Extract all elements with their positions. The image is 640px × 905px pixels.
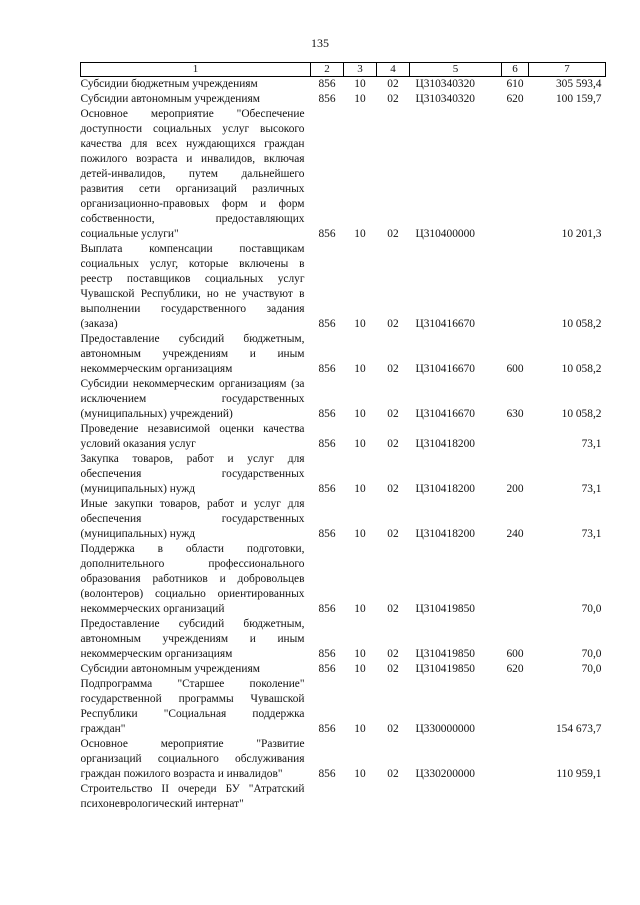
row-subsection-cell: 02 (387, 363, 399, 375)
row-ministry-cell: 856 (318, 603, 336, 615)
header-cell: 1 (81, 63, 311, 77)
row-ministry-cell: 856 (318, 408, 336, 420)
row-expense-type-cell: 610 (506, 78, 524, 90)
row-section-cell: 10 (354, 603, 366, 615)
row-subsection-cell: 02 (387, 318, 399, 330)
row-section-cell (344, 782, 377, 812)
row-target-code-cell (410, 782, 502, 812)
row-ministry-cell (311, 782, 344, 812)
row-target-code-cell: Ц330200000 (415, 768, 475, 780)
budget-table (80, 62, 606, 812)
row-subsection-cell: 02 (387, 528, 399, 540)
row-section-cell: 10 (354, 408, 366, 420)
row-ministry-cell: 856 (318, 483, 336, 495)
row-expense-type-cell: 630 (506, 408, 524, 420)
row-ministry-cell: 856 (318, 78, 336, 90)
row-amount-cell: 154 673,7 (555, 723, 602, 735)
row-target-code-cell: Ц310416670 (415, 408, 475, 420)
row-ministry-cell: 856 (318, 363, 336, 375)
table-header (81, 63, 606, 77)
row-target-code-cell: Ц310418200 (415, 483, 475, 495)
row-subsection-cell: 02 (387, 603, 399, 615)
row-expense-type-cell (502, 422, 529, 452)
row-section-cell: 10 (354, 483, 366, 495)
page-number: 135 (311, 36, 329, 50)
row-amount-cell: 70,0 (581, 663, 602, 675)
row-name-cell: Иные закупки товаров, работ и услуг для обеспечения государственных (муниципальных) нужд (80, 498, 305, 540)
row-expense-type-cell (502, 107, 529, 242)
row-target-code-cell: Ц310400000 (415, 228, 475, 240)
row-subsection-cell (377, 782, 410, 812)
row-section-cell: 10 (354, 318, 366, 330)
row-amount-cell: 10 058,2 (561, 363, 602, 375)
row-amount-cell: 305 593,4 (555, 78, 602, 90)
header-cell: 4 (377, 63, 410, 77)
table-row (81, 617, 606, 662)
row-subsection-cell: 02 (387, 78, 399, 90)
row-name-cell: Предоставление субсидий бюджетным, автономным учреждениям и иным некоммерческим организациям (80, 333, 305, 375)
row-name-cell: Субсидии бюджетным учреждениям (80, 78, 258, 90)
header-cell: 3 (344, 63, 377, 77)
row-amount-cell: 73,1 (581, 483, 602, 495)
row-subsection-cell: 02 (387, 768, 399, 780)
row-subsection-cell: 02 (387, 483, 399, 495)
row-amount-cell: 110 959,1 (556, 768, 602, 780)
row-name-cell: Предоставление субсидий бюджетным, автономным учреждениям и иным некоммерческим организациям (80, 618, 305, 660)
row-amount-cell: 10 058,2 (561, 408, 602, 420)
row-ministry-cell: 856 (318, 438, 336, 450)
row-target-code-cell: Ц310416670 (415, 363, 475, 375)
row-name-cell: Субсидии некоммерческим организациям (за исключением государственных (муниципальных) учреждений) (80, 378, 305, 420)
table-row (81, 677, 606, 737)
header-row (81, 63, 606, 77)
row-amount-cell: 73,1 (581, 438, 602, 450)
row-target-code-cell: Ц310340320 (415, 93, 475, 105)
row-subsection-cell: 02 (387, 228, 399, 240)
row-name-cell: Основное мероприятие "Развитие организаций социального обслуживания граждан пожилого возраста и инвалидов" (80, 738, 305, 780)
row-section-cell: 10 (354, 768, 366, 780)
row-amount-cell: 10 201,3 (561, 228, 602, 240)
row-expense-type-cell (502, 677, 529, 737)
table-row (81, 737, 606, 782)
header-cell: 2 (311, 63, 344, 77)
row-amount-cell: 100 159,7 (555, 93, 602, 105)
row-target-code-cell: Ц310418200 (415, 528, 475, 540)
row-subsection-cell: 02 (387, 408, 399, 420)
row-subsection-cell: 02 (387, 663, 399, 675)
table-row (81, 542, 606, 617)
row-name-cell: Проведение независимой оценки качества условий оказания услуг (80, 423, 305, 450)
row-target-code-cell: Ц310418200 (415, 438, 475, 450)
table-row (81, 497, 606, 542)
row-section-cell: 10 (354, 78, 366, 90)
row-expense-type-cell (502, 542, 529, 617)
row-name-cell: Основное мероприятие "Обеспечение доступности социальных услуг высокого качества для всех нуждающихся граждан пожилого возраста и инвалидов, включая детей-инвалидов, путем дальнейшего развития сети организаций различных организационно-правовых форм и форм собственности, предоставляющих социальные услуги" (80, 108, 305, 240)
row-section-cell: 10 (354, 438, 366, 450)
row-section-cell: 10 (354, 363, 366, 375)
row-subsection-cell: 02 (387, 648, 399, 660)
row-name-cell: Подпрограмма "Старшее поколение" государственной программы Чувашской Республики "Социальная поддержка граждан" (80, 678, 305, 735)
row-expense-type-cell (502, 782, 529, 812)
row-amount-cell: 73,1 (581, 528, 602, 540)
row-expense-type-cell: 620 (506, 663, 524, 675)
row-expense-type-cell: 600 (506, 363, 524, 375)
row-section-cell: 10 (354, 228, 366, 240)
header-cell: 5 (410, 63, 502, 77)
header-cell: 6 (502, 63, 529, 77)
table-row (81, 377, 606, 422)
row-expense-type-cell (502, 242, 529, 332)
row-subsection-cell: 02 (387, 93, 399, 105)
table-row (81, 77, 606, 93)
row-expense-type-cell: 600 (506, 648, 524, 660)
row-amount-cell: 70,0 (581, 648, 602, 660)
table-row (81, 662, 606, 677)
row-expense-type-cell: 200 (506, 483, 524, 495)
row-subsection-cell: 02 (387, 438, 399, 450)
row-name-cell: Субсидии автономным учреждениям (80, 93, 260, 105)
row-target-code-cell: Ц310340320 (415, 78, 475, 90)
row-expense-type-cell: 240 (506, 528, 524, 540)
row-target-code-cell: Ц310419850 (415, 603, 475, 615)
row-expense-type-cell: 620 (506, 93, 524, 105)
row-ministry-cell: 856 (318, 648, 336, 660)
table-row (81, 107, 606, 242)
table-body (81, 77, 606, 813)
row-amount-cell: 70,0 (581, 603, 602, 615)
table-row (81, 242, 606, 332)
row-target-code-cell: Ц310416670 (415, 318, 475, 330)
row-section-cell: 10 (354, 723, 366, 735)
row-target-code-cell: Ц310419850 (415, 663, 475, 675)
row-expense-type-cell (502, 737, 529, 782)
table-row (81, 92, 606, 107)
row-amount-cell: 10 058,2 (561, 318, 602, 330)
row-ministry-cell: 856 (318, 318, 336, 330)
row-ministry-cell: 856 (318, 228, 336, 240)
row-ministry-cell: 856 (318, 663, 336, 675)
row-name-cell: Выплата компенсации поставщикам социальных услуг, которые включены в реестр поставщиков социальных услуг Чувашской Республики, но не участвуют в выполнении государственного задания (заказа) (80, 243, 305, 330)
row-ministry-cell: 856 (318, 528, 336, 540)
row-name-cell: Закупка товаров, работ и услуг для обеспечения государственных (муниципальных) нужд (80, 453, 305, 495)
row-name-cell: Субсидии автономным учреждениям (80, 663, 260, 675)
row-section-cell: 10 (354, 93, 366, 105)
row-subsection-cell: 02 (387, 723, 399, 735)
table-row (81, 782, 606, 812)
row-target-code-cell: Ц330000000 (415, 723, 475, 735)
row-amount-cell (529, 782, 606, 812)
row-target-code-cell: Ц310419850 (415, 648, 475, 660)
row-ministry-cell: 856 (318, 768, 336, 780)
table-row (81, 332, 606, 377)
table-row (81, 422, 606, 452)
row-section-cell: 10 (354, 663, 366, 675)
row-name-cell: Поддержка в области подготовки, дополнительного профессионального образования работников и добровольцев (волонтеров) социально ориентированных некоммерческих организаций (80, 543, 305, 615)
row-section-cell: 10 (354, 528, 366, 540)
row-ministry-cell: 856 (318, 93, 336, 105)
row-section-cell: 10 (354, 648, 366, 660)
row-name-cell: Строительство II очереди БУ "Атратский психоневрологический интернат" (80, 783, 305, 810)
row-ministry-cell: 856 (318, 723, 336, 735)
table-row (81, 452, 606, 497)
header-cell: 7 (529, 63, 606, 77)
